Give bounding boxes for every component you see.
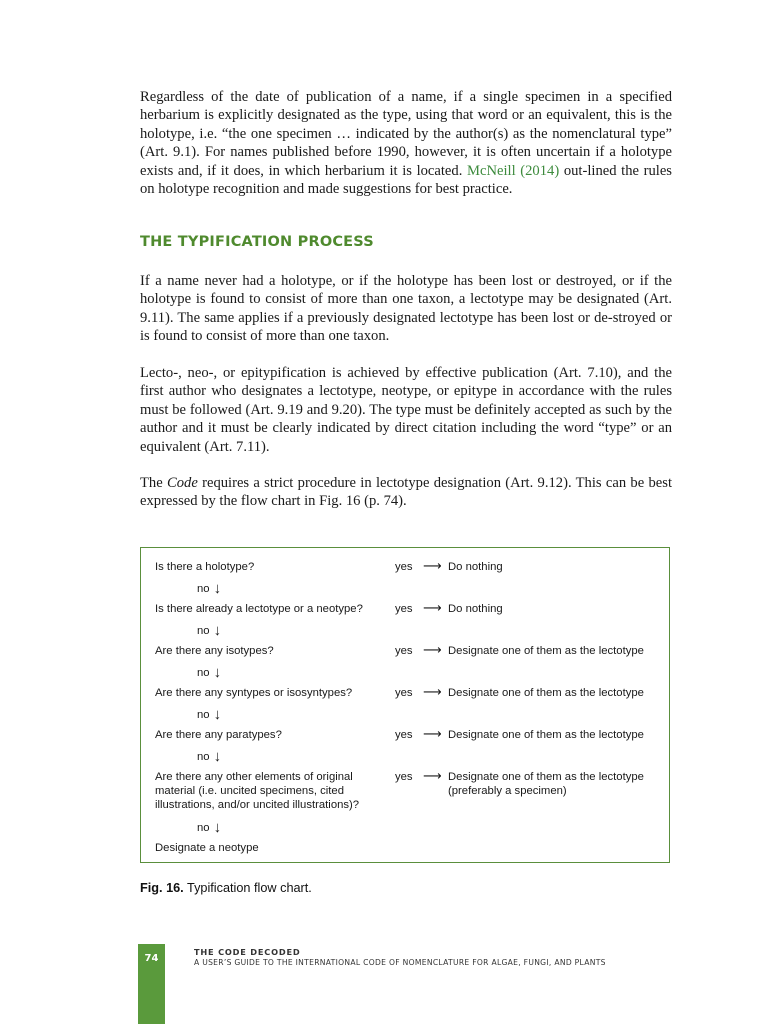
flow-yes: yes [395,687,413,699]
flow-no: no ↓ [197,664,222,681]
right-arrow-icon: ⟶ [423,726,442,741]
flow-question: Is there a holotype? [155,561,255,573]
flow-yes: yes [395,771,413,783]
flow-no: no ↓ [197,706,222,723]
paragraph-holotype: Regardless of the date of publication of a name, if a single specimen in a specified herbarium is explicitly designated as the type, using that word or an equivalent, this is the holotype, i.e. “the one specimen … indicated by the author(s) as the nomenclatural type” (Art. 9.1). For names published before 1990, however, it is often uncertain if a holotype exists and, if it does, in which herbarium it is located. McNeill (2014) out-lined the rules on holotype recognition and made suggestions for best practice. [140,89,672,198]
flow-no: no ↓ [197,580,222,597]
flow-question: Are there any other elements of original material (i.e. uncited specimens, cited illustrations, and/or uncited illustrations)? [155,771,360,811]
flow-final: Designate a neotype [155,842,259,854]
flow-question: Are there any isotypes? [155,645,274,657]
page-number: 74 [144,953,159,964]
flow-action: Designate one of them as the lectotype [448,729,644,741]
right-arrow-icon: ⟶ [423,558,442,573]
paragraph-procedure: The Code requires a strict procedure in lectotype designation (Art. 9.12). This can be best expressed by the flow chart in Fig. 16 (p. 74). [140,475,673,510]
right-arrow-icon: ⟶ [423,642,442,657]
running-subtitle: A USER’S GUIDE TO THE INTERNATIONAL CODE OF NOMENCLATURE FOR ALGAE, FUNGI, AND PLANTS [194,958,606,967]
flow-action: Do nothing [448,603,503,615]
flow-yes: yes [395,561,413,573]
down-arrow-icon: ↓ [213,819,222,836]
flow-yes: yes [395,645,413,657]
flow-action: Do nothing [448,561,503,573]
flow-yes: yes [395,603,413,615]
figure-caption: Fig. 16. Typification flow chart. [140,881,312,895]
right-arrow-icon: ⟶ [423,684,442,699]
flow-action: Designate one of them as the lectotype [448,645,644,657]
down-arrow-icon: ↓ [213,748,222,765]
down-arrow-icon: ↓ [213,622,222,639]
flow-yes: yes [395,729,413,741]
flow-no: no ↓ [197,819,222,836]
section-heading: THE TYPIFICATION PROCESS [140,234,374,250]
down-arrow-icon: ↓ [213,580,222,597]
flow-question: Are there any paratypes? [155,729,282,741]
figure-label: Fig. 16. [140,881,184,895]
right-arrow-icon: ⟶ [423,600,442,615]
down-arrow-icon: ↓ [213,664,222,681]
typification-flow-chart [140,547,670,863]
code-italic: Code [167,475,198,491]
running-title: THE CODE DECODED [194,947,301,957]
flow-no: no ↓ [197,622,222,639]
flow-no: no ↓ [197,748,222,765]
flow-action: Designate one of them as the lectotype (preferably a specimen) [448,771,644,797]
citation-link[interactable]: McNeill (2014) [467,162,560,179]
paragraph-lectotype: If a name never had a holotype, or if the holotype has been lost or destroyed, or if the holotype is found to consist of more than one taxon, a lectotype may be designated (Art. 9.11). The same applies if a previously designated lectotype has been lost or de-stroyed or is found to consist of more than one taxon. [140,273,672,345]
down-arrow-icon: ↓ [213,706,222,723]
right-arrow-icon: ⟶ [423,768,442,783]
flow-action: Designate one of them as the lectotype [448,687,644,699]
flow-question: Are there any syntypes or isosyntypes? [155,687,353,699]
flow-question: Is there already a lectotype or a neotype? [155,603,363,615]
paragraph-epitypification: Lecto-, neo-, or epitypification is achieved by effective publication (Art. 7.10), and the first author who designates a lectotype, neotype, or epitype in accordance with the rules must be followed (Art. 9.19 and 9.20). The type must be definitely accepted as such by the author and it must be clearly indicated by direct citation including the word “type” or an equivalent (Art. 7.11). [140,365,672,455]
